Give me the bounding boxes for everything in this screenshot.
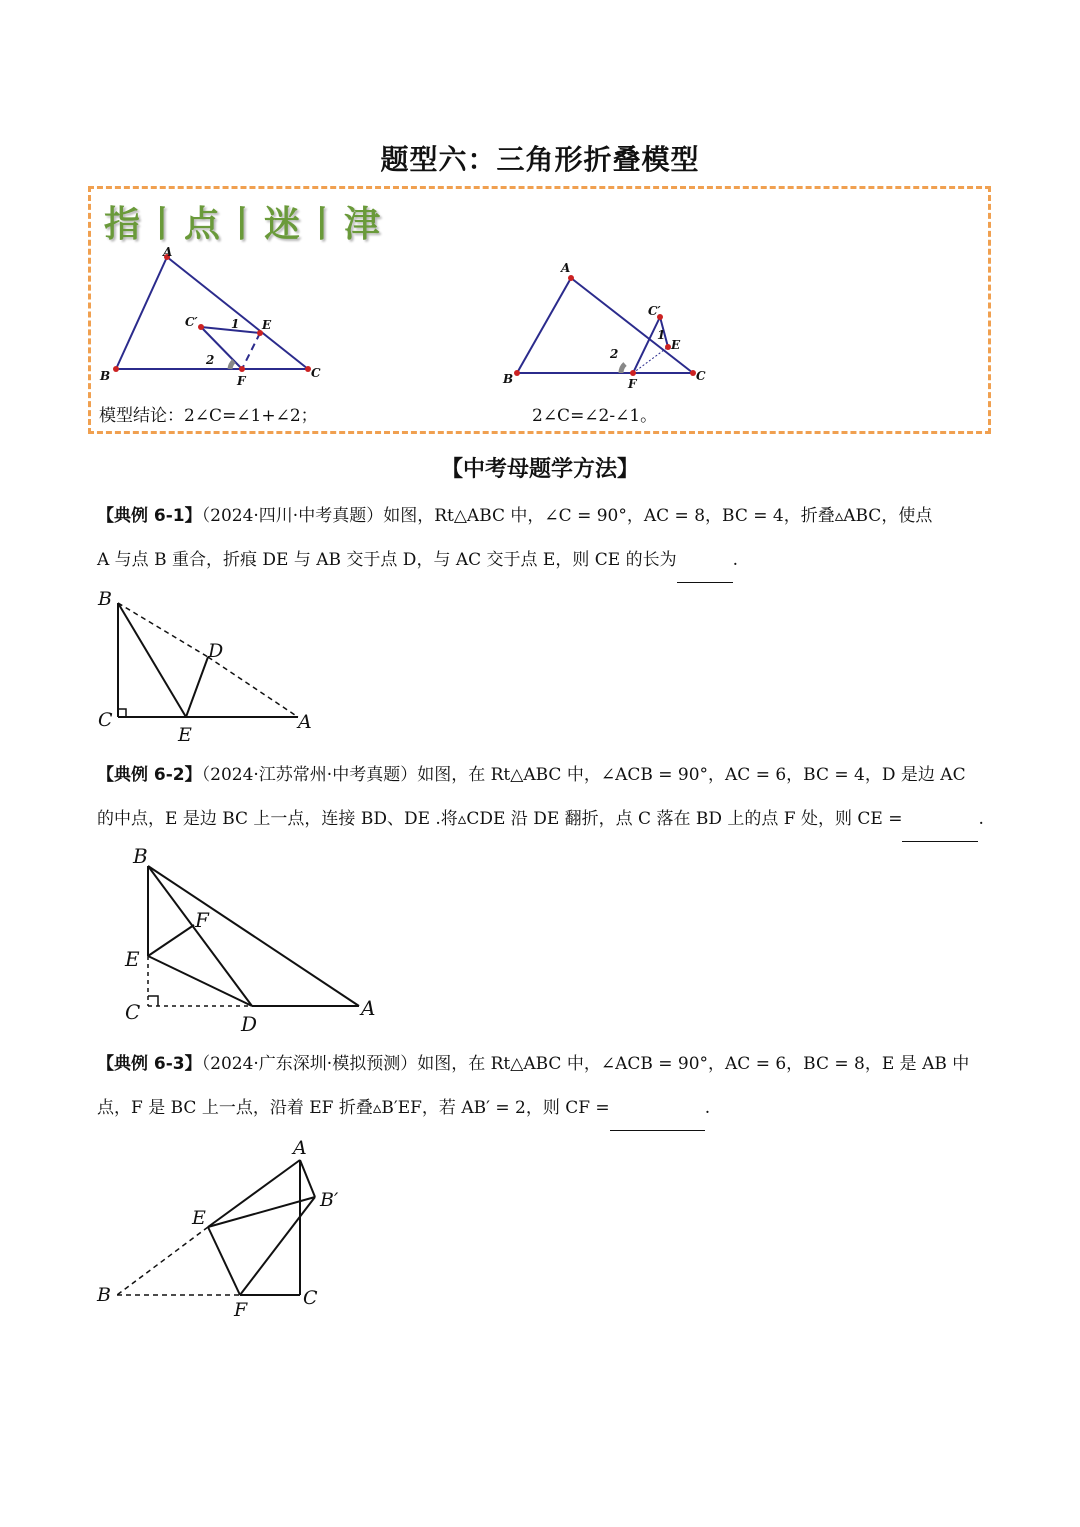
model-conclusion-right: 2∠C=∠2-∠1。 (532, 406, 658, 426)
example-1-line2: A 与点 B 重合，折痕 DE 与 AB 交于点 D，与 AC 交于点 E，则 CE 的长为 (97, 550, 677, 570)
model-figure-2 (500, 258, 720, 393)
example-3-line2: 点，F 是 BC 上一点，沿着 EF 折叠▵B′EF，若 AB′ = 2，则 CF = (97, 1098, 610, 1118)
fig2-label-1: 1 (657, 328, 666, 342)
fig1-label-a: A (163, 245, 173, 259)
example-2-tag: 【典例 6-2】 (97, 765, 202, 785)
ex3-label-a: A (293, 1137, 307, 1159)
ex3-label-e: E (192, 1207, 206, 1229)
example-2-source: （2024·江苏常州·中考真题） (201, 765, 418, 785)
ex1-label-e: E (178, 724, 192, 746)
example-2-end: . (978, 809, 984, 829)
fig2-side-ab (517, 278, 571, 373)
fig1-label-b: B (100, 369, 111, 383)
fig2-side-ac (571, 278, 693, 373)
model-conclusion-left: 模型结论：2∠C=∠1+∠2； (99, 406, 318, 426)
section-title: 【中考母题学方法】 (440, 457, 639, 482)
fig2-label-2: 2 (610, 347, 619, 361)
fig1-side-ab (116, 257, 167, 369)
ex2-label-a: A (361, 996, 376, 1020)
ex1-label-c: C (98, 709, 113, 731)
example-1-line1: 如图，Rt△ABC 中，∠C = 90°，AC = 8，BC = 4，折叠▵ABC，使点 (383, 506, 933, 526)
ex2-label-d: D (241, 1012, 258, 1036)
example-2-text (97, 753, 987, 842)
example-3-answer-blank[interactable] (610, 1086, 705, 1131)
example-2-figure (115, 843, 395, 1038)
model-figure-1 (95, 245, 335, 390)
ex2-label-e: E (125, 947, 140, 971)
fig2-label-a: A (561, 261, 571, 275)
ex3-label-c: C (303, 1287, 318, 1309)
example-1-text (97, 494, 987, 583)
example-3-line1: 如图，在 Rt△ABC 中，∠ACB = 90°，AC = 6，BC = 8，E 是 AB 中 (417, 1054, 970, 1074)
fig2-label-f: F (628, 377, 637, 391)
fig1-angle-2-mark (230, 361, 234, 369)
fig1-label-1: 1 (231, 317, 240, 331)
ex1-label-a: A (298, 711, 312, 733)
example-1-source: （2024·四川·中考真题） (201, 506, 384, 526)
example-1-answer-blank[interactable] (677, 538, 733, 583)
example-1-figure (88, 585, 328, 750)
example-1-tag: 【典例 6-1】 (97, 506, 202, 526)
ex2-label-f: F (195, 908, 209, 932)
page-title: 题型六：三角形折叠模型 (380, 143, 700, 176)
example-3-figure (92, 1135, 357, 1325)
ex3-label-bp: B′ (320, 1189, 339, 1211)
fig2-label-e: E (671, 338, 681, 352)
ex1-label-b: B (98, 588, 112, 610)
fig2-angle-2-mark (621, 364, 625, 373)
ex3-label-f: F (234, 1299, 248, 1321)
fig2-label-b: B (503, 372, 514, 386)
example-3-end: . (704, 1098, 711, 1118)
example-2-line1: 如图，在 Rt△ABC 中，∠ACB = 90°，AC = 6，BC = 4，D 是边 AC (417, 765, 966, 785)
fig1-label-e: E (262, 318, 272, 332)
example-3-tag: 【典例 6-3】 (97, 1054, 202, 1074)
fig1-side-ac (167, 257, 308, 369)
example-3-text (97, 1042, 987, 1131)
fig1-fold-ef (242, 333, 260, 369)
tips-banner: 指丨点丨迷丨津 (104, 204, 385, 245)
fig1-label-f: F (237, 374, 246, 388)
ex2-label-c: C (125, 1000, 141, 1024)
example-2-answer-blank[interactable] (902, 797, 978, 842)
fig1-label-2: 2 (206, 353, 215, 367)
ex1-label-d: D (208, 640, 224, 662)
example-1-end: . (732, 550, 738, 570)
ex2-label-b: B (133, 844, 148, 868)
fig2-label-c: C (696, 369, 706, 383)
fig1-label-cp: C′ (185, 315, 198, 329)
example-2-line2: 的中点，E 是边 BC 上一点，连接 BD、DE .将▵CDE 沿 DE 翻折，点 C 落在 BD 上的点 F 处，则 CE = (97, 809, 903, 829)
example-3-source: （2024·广东深圳·模拟预测） (201, 1054, 418, 1074)
fig1-label-c: C (311, 366, 321, 380)
fig2-label-cp: C′ (648, 304, 661, 318)
ex3-label-b: B (97, 1284, 111, 1306)
